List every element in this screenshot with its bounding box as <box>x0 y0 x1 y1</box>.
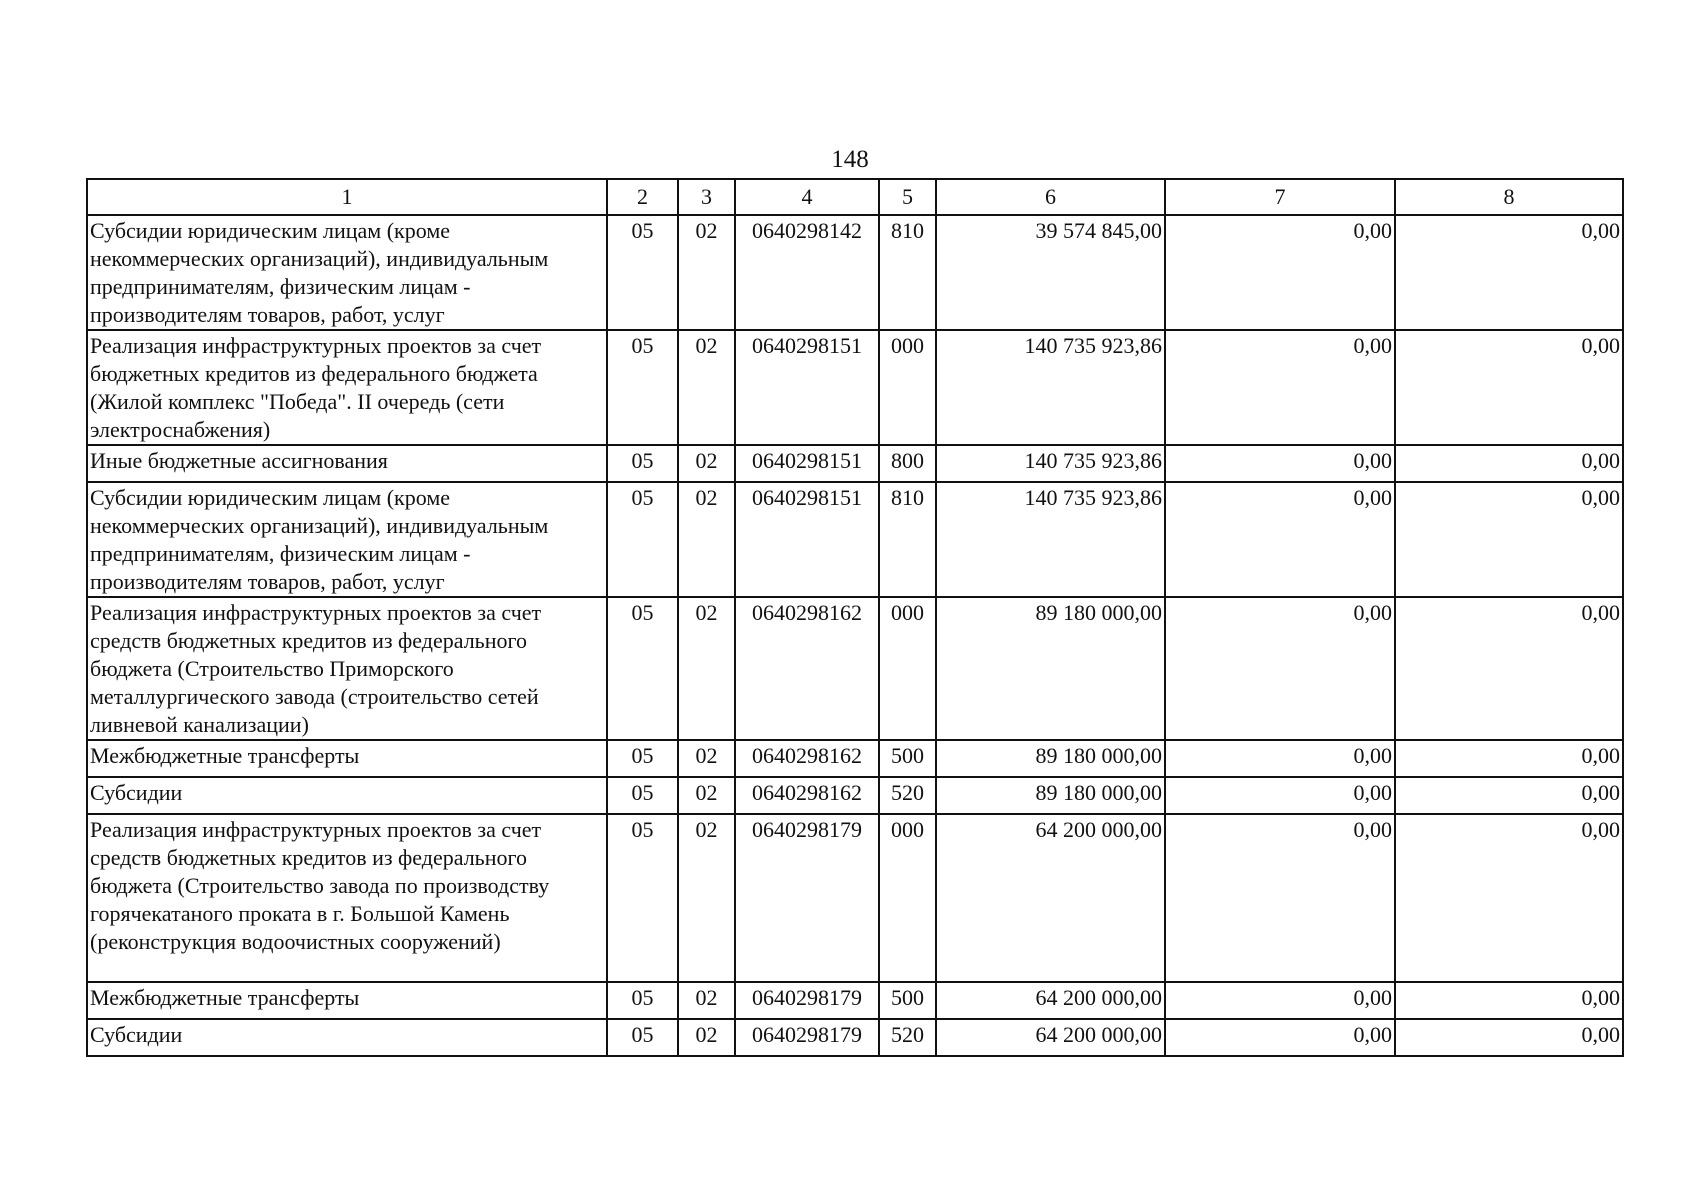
table-row <box>87 330 1623 445</box>
subsection-code: 02 <box>678 215 735 330</box>
amount-col6: 64 200 000,00 <box>936 1019 1165 1056</box>
subsection-code: 02 <box>678 1019 735 1056</box>
column-header: 5 <box>879 179 936 215</box>
target-article-code: 0640298162 <box>735 597 879 740</box>
amount-col6: 89 180 000,00 <box>936 597 1165 740</box>
subsection-code: 02 <box>678 597 735 740</box>
table-row <box>87 740 1623 777</box>
amount-col8: 0,00 <box>1395 482 1623 597</box>
subsection-code: 02 <box>678 445 735 482</box>
row-name: Межбюджетные трансферты <box>87 740 607 777</box>
expense-type-code: 000 <box>879 597 936 740</box>
subsection-code: 02 <box>678 482 735 597</box>
section-code: 05 <box>607 814 678 982</box>
section-code: 05 <box>607 330 678 445</box>
column-header: 7 <box>1165 179 1395 215</box>
section-code: 05 <box>607 215 678 330</box>
column-header: 8 <box>1395 179 1623 215</box>
target-article-code: 0640298179 <box>735 982 879 1019</box>
column-header: 3 <box>678 179 735 215</box>
amount-col7: 0,00 <box>1165 597 1395 740</box>
section-code: 05 <box>607 597 678 740</box>
subsection-code: 02 <box>678 777 735 814</box>
table-row <box>87 814 1623 982</box>
column-header: 1 <box>87 179 607 215</box>
row-name: Иные бюджетные ассигнования <box>87 445 607 482</box>
row-name: Реализация инфраструктурных проектов за счет бюджетных кредитов из федерального бюджета (Жилой комплекс "Победа". II очередь (сети электроснабжения) <box>87 330 607 445</box>
row-name: Субсидии <box>87 1019 607 1056</box>
amount-col7: 0,00 <box>1165 482 1395 597</box>
amount-col8: 0,00 <box>1395 777 1623 814</box>
column-header: 2 <box>607 179 678 215</box>
target-article-code: 0640298179 <box>735 1019 879 1056</box>
budget-table <box>86 178 1624 1057</box>
target-article-code: 0640298162 <box>735 740 879 777</box>
amount-col6: 140 735 923,86 <box>936 330 1165 445</box>
amount-col6: 64 200 000,00 <box>936 814 1165 982</box>
subsection-code: 02 <box>678 814 735 982</box>
amount-col6: 140 735 923,86 <box>936 445 1165 482</box>
amount-col8: 0,00 <box>1395 1019 1623 1056</box>
table-row <box>87 482 1623 597</box>
expense-type-code: 500 <box>879 982 936 1019</box>
amount-col7: 0,00 <box>1165 777 1395 814</box>
amount-col6: 89 180 000,00 <box>936 777 1165 814</box>
target-article-code: 0640298151 <box>735 330 879 445</box>
expense-type-code: 520 <box>879 1019 936 1056</box>
amount-col6: 140 735 923,86 <box>936 482 1165 597</box>
target-article-code: 0640298151 <box>735 445 879 482</box>
subsection-code: 02 <box>678 982 735 1019</box>
table-row <box>87 982 1623 1019</box>
expense-type-code: 520 <box>879 777 936 814</box>
amount-col7: 0,00 <box>1165 814 1395 982</box>
table-row <box>87 597 1623 740</box>
expense-type-code: 810 <box>879 215 936 330</box>
target-article-code: 0640298179 <box>735 814 879 982</box>
section-code: 05 <box>607 740 678 777</box>
subsection-code: 02 <box>678 330 735 445</box>
amount-col8: 0,00 <box>1395 330 1623 445</box>
table-row <box>87 777 1623 814</box>
amount-col7: 0,00 <box>1165 215 1395 330</box>
subsection-code: 02 <box>678 740 735 777</box>
amount-col7: 0,00 <box>1165 445 1395 482</box>
expense-type-code: 800 <box>879 445 936 482</box>
column-header: 4 <box>735 179 879 215</box>
amount-col8: 0,00 <box>1395 982 1623 1019</box>
table-row <box>87 1019 1623 1056</box>
expense-type-code: 000 <box>879 814 936 982</box>
row-name: Субсидии юридическим лицам (кроме некоммерческих организаций), индивидуальным предпринимателям, физическим лицам - производителям товаров, работ, услуг <box>87 482 607 597</box>
amount-col7: 0,00 <box>1165 1019 1395 1056</box>
row-name: Межбюджетные трансферты <box>87 982 607 1019</box>
section-code: 05 <box>607 482 678 597</box>
section-code: 05 <box>607 777 678 814</box>
page-number: 148 <box>831 146 869 173</box>
expense-type-code: 500 <box>879 740 936 777</box>
expense-type-code: 000 <box>879 330 936 445</box>
table-row <box>87 445 1623 482</box>
target-article-code: 0640298151 <box>735 482 879 597</box>
amount-col8: 0,00 <box>1395 597 1623 740</box>
amount-col7: 0,00 <box>1165 982 1395 1019</box>
column-header: 6 <box>936 179 1165 215</box>
header-row <box>87 179 1623 215</box>
row-name: Реализация инфраструктурных проектов за счет средств бюджетных кредитов из федерального бюджета (Строительство Приморского металлургического завода (строительство сетей ливневой канализации) <box>87 597 607 740</box>
target-article-code: 0640298142 <box>735 215 879 330</box>
amount-col8: 0,00 <box>1395 814 1623 982</box>
section-code: 05 <box>607 982 678 1019</box>
amount-col8: 0,00 <box>1395 215 1623 330</box>
row-name: Субсидии <box>87 777 607 814</box>
amount-col6: 89 180 000,00 <box>936 740 1165 777</box>
row-name: Субсидии юридическим лицам (кроме некоммерческих организаций), индивидуальным предпринимателям, физическим лицам - производителям товаров, работ, услуг <box>87 215 607 330</box>
expense-type-code: 810 <box>879 482 936 597</box>
section-code: 05 <box>607 445 678 482</box>
row-name: Реализация инфраструктурных проектов за счет средств бюджетных кредитов из федерального бюджета (Строительство завода по производству горячекатаного проката в г. Большой Камень (реконструкция водоочистных сооружений) <box>87 814 607 982</box>
amount-col6: 64 200 000,00 <box>936 982 1165 1019</box>
amount-col7: 0,00 <box>1165 740 1395 777</box>
table-row <box>87 215 1623 330</box>
amount-col6: 39 574 845,00 <box>936 215 1165 330</box>
amount-col8: 0,00 <box>1395 445 1623 482</box>
section-code: 05 <box>607 1019 678 1056</box>
target-article-code: 0640298162 <box>735 777 879 814</box>
amount-col8: 0,00 <box>1395 740 1623 777</box>
amount-col7: 0,00 <box>1165 330 1395 445</box>
